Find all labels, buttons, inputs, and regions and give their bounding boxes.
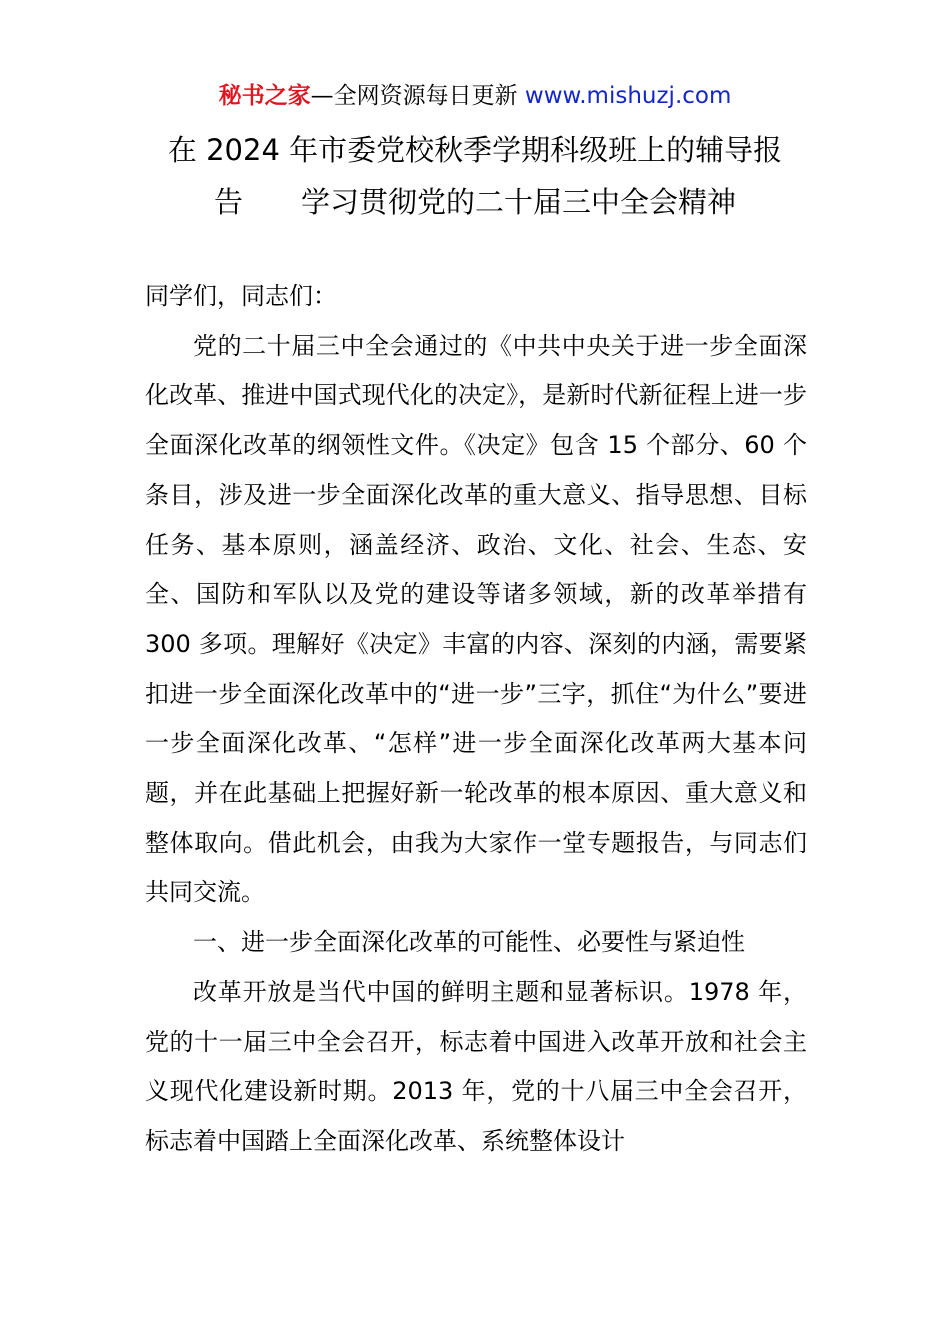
title-line-1: 在 2024 年市委党校秋季学期科级班上的辅导报 [167,133,783,167]
salutation: 同学们，同志们： [145,282,337,310]
section-heading-1: 一、进一步全面深化改革的可能性、必要性与紧迫性 [193,928,745,957]
title-line-2-start: 告 [213,185,243,219]
document-title [140,124,810,228]
paragraph-intro: 党的二十届三中全会通过的《中共中央关于进一步全面深化改革、推进中国式现代化的决定》，是新时代新征程上进一步全面深化改革的纲领性文件。《决定》包含 15 个部分、60 个条目，涉及进一步全面深化改革的重大意义、指导思想、目标任务、基本原则，涵盖经济、政治、文化、社会、生态、安全、国防和军队以及党的建设等诸多领域，新的改革举措有 300 多项。理解好《决定》丰富的内容、深刻的内涵，需要紧扣进一步全面深化改革中的“进一步”三字，抓住“为什么”要进一步全面深化改革、“怎样”进一步全面深化改革两大基本问题，并在此基础上把握好新一轮改革的根本原因、重大意义和整体取向。借此机会，由我为大家作一堂专题报告，与同志们共同交流。 [145,331,807,907]
site-url-link[interactable]: www.mishuzj.com [524,83,732,109]
title-line-2 [140,176,810,228]
brand-name: 秘书之家 [218,83,311,109]
paragraph-section-1: 改革开放是当代中国的鲜明主题和显著标识。1978 年，党的十一届三中全会召开，标志着中国进入改革开放和社会主义现代化建设新时期。2013 年，党的十八届三中全会召开，标志着中国踏上全面深化改革、系统整体设计 [145,977,807,1155]
header-tagline: —全网资源每日更新 [310,83,518,109]
document-body [145,272,807,1167]
site-header [0,80,950,112]
title-line-2-subtitle: 学习贯彻党的二十届三中全会精神 [301,185,737,219]
